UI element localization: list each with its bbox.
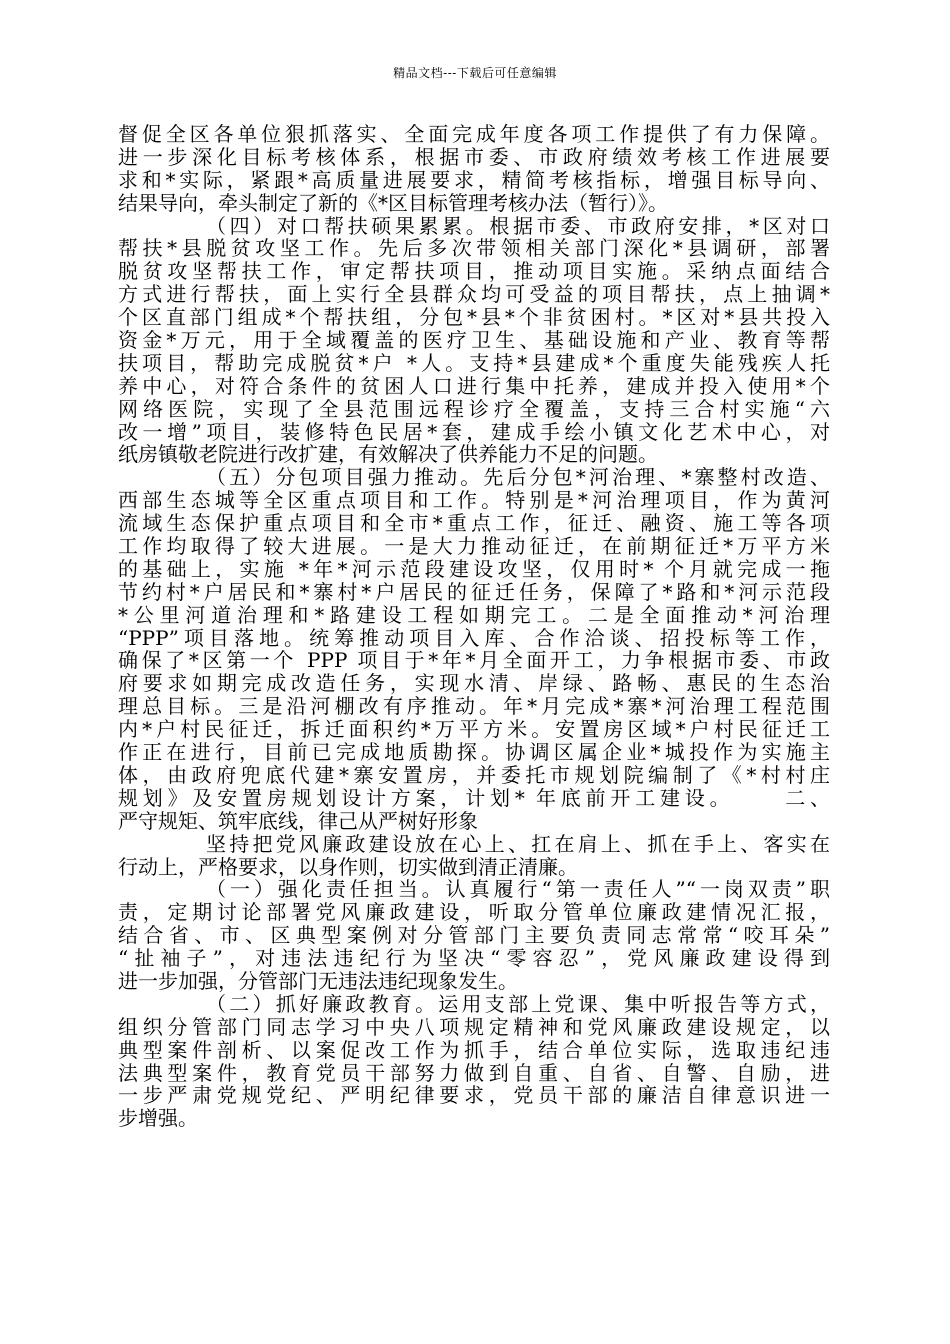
text-line: 资金*万元，用于全域覆盖的医疗卫生、基础设施和产业、教育等帮 <box>118 328 830 353</box>
text-line: 进一步深化目标考核体系，根据市委、市政府绩效考核工作进展要 <box>118 144 830 169</box>
text-line: *公里河道治理和*路建设工程如期完工。二是全面推动*河治理 <box>118 602 830 627</box>
text-line: 理总目标。三是沿河棚改有序推动。年*月完成*寨*河治理工程范围 <box>118 694 830 719</box>
text-line: 坚持把党风廉政建设放在心上、扛在肩上、抓在手上、客实在 <box>206 831 830 856</box>
text-line: 组织分管部门同志学习中央八项规定精神和党风廉政建设规定，以 <box>118 1014 830 1039</box>
text-line: 作正在进行，目前已完成地质勘探。协调区属企业*城投作为实施主 <box>118 740 830 765</box>
page-header: 精品文档---下载后可任意编辑 <box>393 66 557 80</box>
text-line: 帮扶*县脱贫攻坚工作。先后多次带领相关部门深化*县调研，部署 <box>118 236 830 261</box>
text-line: 的基础上，实施 *年*河示范段建设攻坚，仅用时* 个月就完成一拖 <box>118 556 830 581</box>
text-line: “PPP”项目落地。统筹推动项目入库、合作洽谈、招投标等工作， <box>118 625 830 650</box>
text-line: 内*户村民征迁，拆迁面积约*万平方米。安置房区域*户村民征迁工 <box>118 717 830 742</box>
text-line: 求和*实际，紧跟*高质量进展要求，精简考核指标，增强目标导向、 <box>118 167 830 192</box>
text-line: 扶项目，帮助完成脱贫*户 *人。支持*县建成*个重度失能残疾人托 <box>118 350 830 375</box>
text-line: 流域生态保护重点项目和全市*重点工作，征迁、融资、施工等各项 <box>118 511 830 536</box>
text-line: 网络医院，实现了全县范围远程诊疗全覆盖，支持三合村实施“六 <box>118 396 830 421</box>
text-line: （二）抓好廉政教育。运用支部上党课、集中听报告等方式， <box>206 991 830 1016</box>
text-line: 行动上，严格要求，以身作则，切实做到清正清廉。 <box>118 854 578 879</box>
text-line: 典型案件剖析、以案促改工作为抓手，结合单位实际，选取违纪违 <box>118 1037 830 1062</box>
text-line: 步增强。 <box>118 1106 198 1131</box>
text-line: 严守规矩、筑牢底线，律己从严树好形象 <box>118 808 478 833</box>
text-line: 府要求如期完成改造任务，实现水清、岸绿、路畅、惠民的生态治 <box>118 671 830 696</box>
text-line: （四）对口帮扶硕果累累。根据市委、市政府安排，*区对口 <box>206 213 830 238</box>
text-line: 结果导向，牵头制定了新的《*区目标管理考核办法（暂行）》。 <box>118 190 668 215</box>
text-line: “扯袖子”，对违法违纪行为坚决“零容忍”，党风廉政建设得到 <box>118 946 830 971</box>
text-line: 个区直部门组成*个帮扶组，分包*县*个非贫困村。*区对*县共投入 <box>118 305 830 330</box>
text-line: 脱贫攻坚帮扶工作，审定帮扶项目，推动项目实施。采纳点面结合 <box>118 259 830 284</box>
text-line: 规划》及安置房规划设计方案，计划* 年底前开工建设。 二、 <box>118 785 830 810</box>
text-line: （五）分包项目强力推动。先后分包*河治理、*寨整村改造、 <box>206 465 830 490</box>
text-line: 节约村*户居民和*寨村*户居民的征迁任务，保障了*路和*河示范段 <box>118 579 830 604</box>
text-line: （一）强化责任担当。认真履行“第一责任人”“一岗双责”职 <box>206 877 830 902</box>
text-line: 工作均取得了较大进展。一是大力推动征迁，在前期征迁*万平方米 <box>118 534 830 559</box>
text-line: 结合省、市、区典型案例对分管部门主要负责同志常常“咬耳朵” <box>118 923 830 948</box>
text-line: 进一步加强，分管部门无违法违纪现象发生。 <box>118 968 518 993</box>
text-line: 一步严肃党规党纪、严明纪律要求，党员干部的廉洁自律意识进一 <box>118 1083 830 1108</box>
text-line: 方式进行帮扶，面上实行全县群众均可受益的项目帮扶，点上抽调* <box>118 282 830 307</box>
text-line: 法典型案件，教育党员干部努力做到自重、自省、自警、自励，进 <box>118 1060 830 1085</box>
text-line: 责，定期讨论部署党风廉政建设，听取分管单位廉政建情况汇报， <box>118 900 830 925</box>
text-line: 确保了*区第一个 PPP 项目于*年*月全面开工，力争根据市委、市政 <box>118 648 830 673</box>
text-line: 养中心，对符合条件的贫困人口进行集中托养，建成并投入使用*个 <box>118 373 830 398</box>
text-line: 西部生态城等全区重点项目和工作。特别是*河治理项目，作为黄河 <box>118 488 830 513</box>
text-line: 体，由政府兜底代建*寨安置房，并委托市规划院编制了《*村村庄 <box>118 762 830 787</box>
document-body <box>118 123 830 1130</box>
text-line: 改一增”项目，装修特色民居*套，建成手绘小镇文化艺术中心，对 <box>118 419 830 444</box>
text-line: 纸房镇敬老院进行改扩建，有效解决了供养能力不足的问题。 <box>118 442 658 467</box>
text-line: 督促全区各单位狠抓落实、全面完成年度各项工作提供了有力保障。 <box>118 122 830 146</box>
